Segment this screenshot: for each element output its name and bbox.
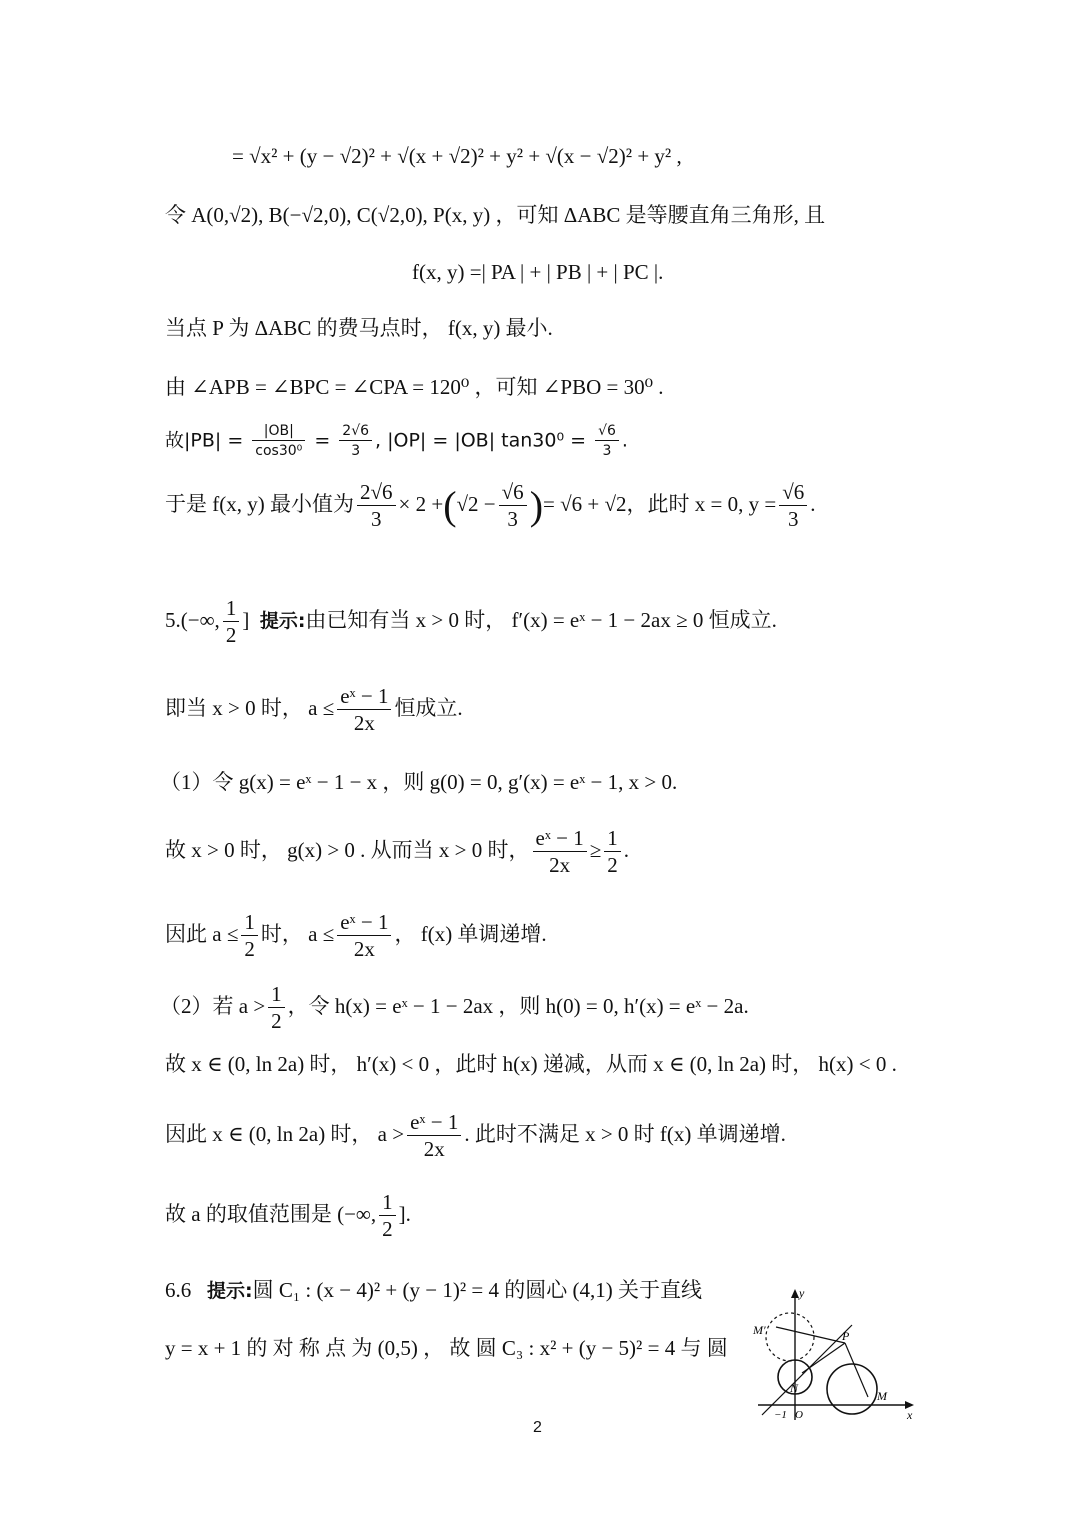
line12-mid: 时， a ≤ <box>260 921 335 946</box>
label-n: N <box>790 1381 799 1395</box>
fraction-num: 1 <box>223 598 240 622</box>
line13-end: ，令 h(x) = eˣ − 1 − 2ax ，则 h(0) = 0, h′(x) = eˣ − 2a. <box>287 993 749 1018</box>
fraction-den: 3 <box>351 443 361 459</box>
y-axis-arrow <box>791 1289 799 1298</box>
text-line-13 <box>160 984 749 1032</box>
line11-lead: 故 x > 0 时， g(x) > 0 . 从而当 x > 0 时， <box>165 837 530 862</box>
text-line-16 <box>165 1192 411 1240</box>
line6-lead: 故|PB| = <box>165 429 250 452</box>
fraction-den: 2 <box>225 623 237 647</box>
fraction-num: 2√6 <box>357 482 396 506</box>
text-line-12 <box>165 912 547 960</box>
label-minus-1: −1 <box>774 1409 787 1421</box>
answer-6: 6.6 <box>165 1278 192 1302</box>
fraction-half <box>241 912 258 960</box>
line7-lead: 于是 f(x, y) 最小值为 <box>165 491 354 516</box>
fraction-ex1-2x <box>337 686 391 734</box>
line13-lead: （2）若 a > <box>160 993 266 1018</box>
text-line-11 <box>165 828 629 876</box>
paren-open: ( <box>443 483 457 528</box>
page-number: 2 <box>533 1419 542 1436</box>
line6-eq: = <box>308 429 337 452</box>
fraction-den: 3 <box>371 507 382 531</box>
label-p: P <box>842 1329 850 1343</box>
fraction-den: 2 <box>382 1217 393 1241</box>
fraction-half <box>268 984 285 1032</box>
label-m-prime: M′ <box>753 1323 766 1337</box>
fraction-den: 2x <box>549 853 571 877</box>
paren-close: ) <box>529 483 544 528</box>
text-line-17 <box>165 1280 702 1301</box>
fraction-den: 2 <box>271 1009 282 1033</box>
fraction-den: 2x <box>423 1137 445 1161</box>
fraction-2sqrt6-3 <box>357 482 396 530</box>
fraction-den: 3 <box>787 507 799 531</box>
line12-lead: 因此 a ≤ <box>165 921 239 946</box>
line6-end: . <box>621 429 628 452</box>
text-line-2: 令 A(0,√2), B(−√2,0), C(√2,0), P(x, y) ，可知 ΔABC 是等腰直角三角形, 且 <box>165 203 826 227</box>
label-o: O <box>795 1409 803 1421</box>
fraction-num: eˣ − 1 <box>337 912 391 936</box>
label-y: y <box>799 1286 805 1300</box>
text-line-15 <box>165 1112 786 1160</box>
text-line-14: 故 x ∈ (0, ln 2a) 时， h′(x) < 0 ，此时 h(x) 递减，从而 x ∈ (0, ln 2a) 时， h(x) < 0 . <box>165 1052 897 1076</box>
fraction-2sqrt6-3 <box>339 424 372 458</box>
circle-m <box>827 1364 877 1414</box>
line6-op: , |OP| = |OB| tan30⁰ = <box>375 429 593 452</box>
fraction-num: √6 <box>499 482 527 506</box>
geometry-figure <box>750 1285 920 1425</box>
line7-sqrt2: √2 − <box>456 491 496 516</box>
line11-end: . <box>623 837 630 862</box>
fraction-den: 2 <box>607 853 618 877</box>
segment-p-m <box>845 1343 868 1397</box>
fraction-ex1-2x <box>337 912 391 960</box>
line8-text: 由已知有当 x > 0 时， f′(x) = eˣ − 1 − 2ax ≥ 0 恒成立. <box>305 607 777 632</box>
fraction-num: 2√6 <box>339 424 372 441</box>
fraction-half <box>379 1192 396 1240</box>
fraction-num: eˣ − 1 <box>407 1112 461 1136</box>
answer-5-interval: 5.(−∞, <box>165 607 220 632</box>
line7-times: × 2 + <box>398 491 444 516</box>
text-line-4: 当点 P 为 ΔABC 的费马点时， f(x, y) 最小. <box>165 316 553 340</box>
text-line-6 <box>165 424 628 458</box>
line7-result: = √6 + √2，此时 x = 0, y = <box>543 491 777 516</box>
line12-end: ， f(x) 单调递增. <box>394 921 547 946</box>
fraction-num: √6 <box>779 482 807 506</box>
line16-end: ]. <box>398 1201 411 1226</box>
fraction-den: 2x <box>353 937 375 961</box>
hint-label: 提示: <box>207 1280 253 1302</box>
hint-label: 提示: <box>259 609 306 632</box>
formula-line-3: f(x, y) =| PA | + | PB | + | PC |. <box>412 260 664 284</box>
fraction-num: 1 <box>379 1192 396 1216</box>
line16-lead: 故 a 的取值范围是 (−∞, <box>165 1201 377 1226</box>
fraction-ex1-2x <box>533 828 587 876</box>
line15-lead: 因此 x ∈ (0, ln 2a) 时， a > <box>165 1121 405 1146</box>
fraction-num: |OB| <box>252 424 305 441</box>
fraction-den: 2x <box>353 711 375 735</box>
fraction-half <box>223 598 240 646</box>
fraction-den: 2 <box>244 937 255 961</box>
fraction-num: eˣ − 1 <box>533 828 587 852</box>
text-line-9 <box>165 686 463 734</box>
line9-end: 恒成立. <box>394 695 463 720</box>
fraction-num: eˣ − 1 <box>337 686 391 710</box>
text-line-7 <box>165 482 815 530</box>
line9-lead: 即当 x > 0 时， a ≤ <box>165 695 335 720</box>
fraction-num: 1 <box>604 828 621 852</box>
interval-close: ] <box>242 607 250 632</box>
text-line-8 <box>165 598 777 646</box>
fraction-ex1-2x <box>407 1112 461 1160</box>
text-line-18: y = x + 1 的 对 称 点 为 (0,5) ， 故 圆 C₃ : x² + (y − 5)² = 4 与 圆 <box>165 1336 728 1360</box>
line7-end: . <box>810 491 816 516</box>
label-x: x <box>907 1408 913 1422</box>
fraction-sqrt6-3 <box>499 482 527 530</box>
fraction-den: cos30⁰ <box>255 443 303 459</box>
text-line-10: （1）令 g(x) = eˣ − 1 − x ，则 g(0) = 0, g′(x) = eˣ − 1, x > 0. <box>160 770 678 794</box>
fraction-num: 1 <box>241 912 258 936</box>
fraction-den: 3 <box>602 443 612 459</box>
line15-end: . 此时不满足 x > 0 时 f(x) 单调递增. <box>464 1121 786 1146</box>
segment-mprime-p <box>776 1327 845 1343</box>
label-m: M <box>877 1389 887 1403</box>
circle-c3-dashed <box>766 1313 814 1361</box>
fraction-den: 3 <box>507 507 518 531</box>
fraction-sqrt6-3-y <box>779 482 807 530</box>
fraction-num: 1 <box>268 984 285 1008</box>
line17-text: 圆 C₁ : (x − 4)² + (y − 1)² = 4 的圆心 (4,1) 关于直线 <box>252 1278 702 1302</box>
fraction-half <box>604 828 621 876</box>
text-line-5: 由 ∠APB = ∠BPC = ∠CPA = 120⁰ ，可知 ∠PBO = 30⁰ . <box>165 375 664 399</box>
line11-geq: ≥ <box>589 837 602 862</box>
fraction-ob-cos <box>252 424 305 458</box>
fraction-num: √6 <box>595 424 619 441</box>
formula-line-1: = √x² + (y − √2)² + √(x + √2)² + y² + √(x − √2)² + y² , <box>232 144 682 168</box>
fraction-sqrt6-3 <box>595 424 619 458</box>
